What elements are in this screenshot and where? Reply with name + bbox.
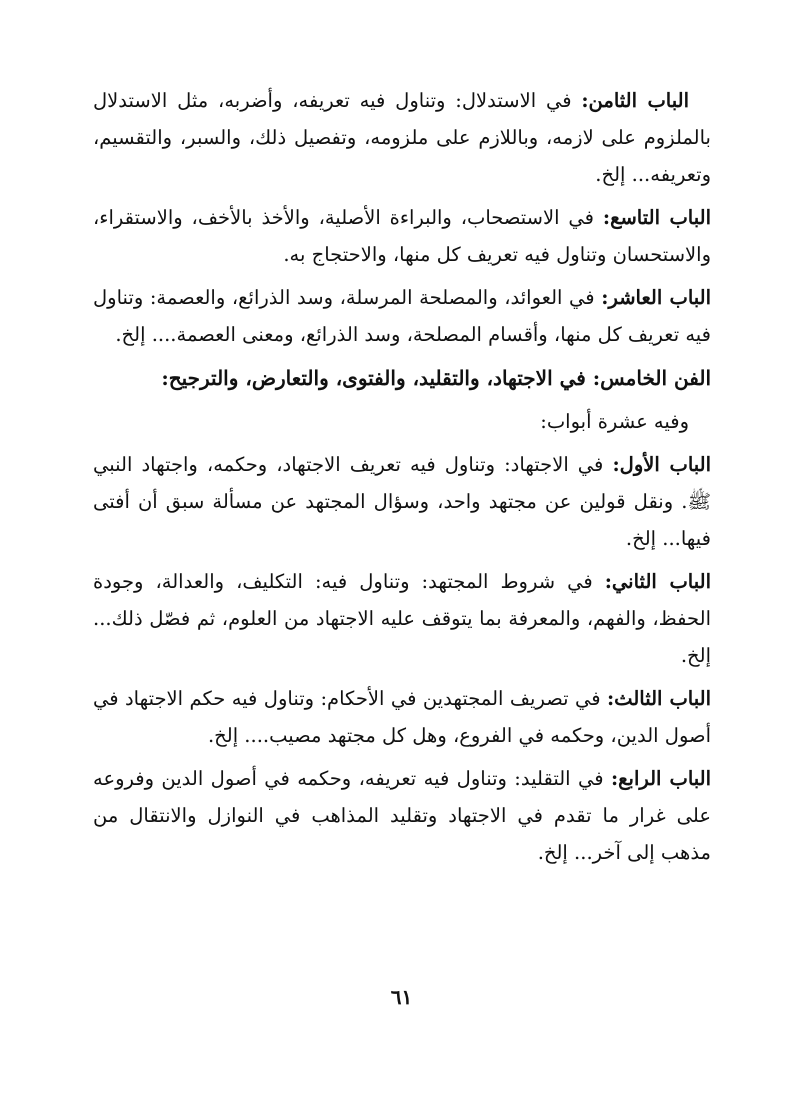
paragraph-bab-4 — [93, 760, 711, 871]
paragraph-label: الباب التاسع: — [602, 206, 711, 229]
paragraph-bab-10 — [93, 279, 711, 353]
paragraph-text: في الاجتهاد: وتناول فيه تعريف الاجتهاد، وحكمه، واجتهاد النبي ﷺ. ونقل قولين عن مجتهد واحد، وسؤال المجتهد عن مسألة سبق أن أفتى فيها... إلخ. — [93, 453, 711, 550]
paragraph-label: الباب العاشر: — [601, 286, 711, 309]
paragraph-text: في الاستدلال: وتناول فيه تعريفه، وأضربه، مثل الاستدلال بالملزوم على لازمه، وباللازم على ملزومه، وتفصيل ذلك، والسبر، والتقسيم، وتعريفه... إلخ. — [93, 89, 711, 186]
paragraph-label: الباب الأول: — [612, 453, 711, 476]
paragraph-bab-9 — [93, 199, 711, 273]
paragraph-bab-1 — [93, 446, 711, 557]
paragraph-text: في التقليد: وتناول فيه تعريفه، وحكمه في أصول الدين وفروعه على غرار ما تقدم في الاجتهاد وتقليد المذاهب في النوازل والانتقال من مذهب إلى آخر... إلخ. — [93, 767, 711, 864]
section-text: في الاجتهاد، والتقليد، والفتوى، والتعارض، والترجيح: — [161, 366, 593, 390]
paragraph-label: الباب الثالث: — [606, 687, 711, 710]
page-body — [93, 82, 711, 877]
section-intro: وفيه عشرة أبواب: — [540, 410, 689, 433]
paragraph-label: الباب الثاني: — [604, 570, 711, 593]
paragraph-label: الباب الثامن: — [581, 89, 689, 112]
paragraph-text: في شروط المجتهد: وتناول فيه: التكليف، والعدالة، وجودة الحفظ، والفهم، والمعرفة بما يتوقف عليه الاجتهاد من العلوم، ثم فصّل ذلك... إلخ. — [93, 570, 711, 667]
paragraph-bab-8 — [93, 82, 711, 193]
paragraph-text: في العوائد، والمصلحة المرسلة، وسد الذرائع، والعصمة: وتناول فيه تعريف كل منها، وأقسام المصلحة، وسد الذرائع، ومعنى العصمة.... إلخ. — [93, 286, 711, 346]
page-number: ٦١ — [390, 985, 413, 1009]
paragraph-label: الباب الرابع: — [610, 767, 712, 790]
paragraph-text: في الاستصحاب، والبراءة الأصلية، والأخذ بالأخف، والاستقراء، والاستحسان وتناول فيه تعريف كل منها، والاحتجاج به. — [93, 206, 711, 266]
section-label: الفن الخامس: — [592, 366, 711, 390]
paragraph-bab-3 — [93, 680, 711, 754]
paragraph-bab-2 — [93, 563, 711, 674]
paragraph-text: في تصريف المجتهدين في الأحكام: وتناول فيه حكم الاجتهاد في أصول الدين، وحكمه في الفروع، وهل كل مجتهد مصيب.... إلخ. — [93, 687, 711, 747]
section-heading — [93, 359, 711, 397]
